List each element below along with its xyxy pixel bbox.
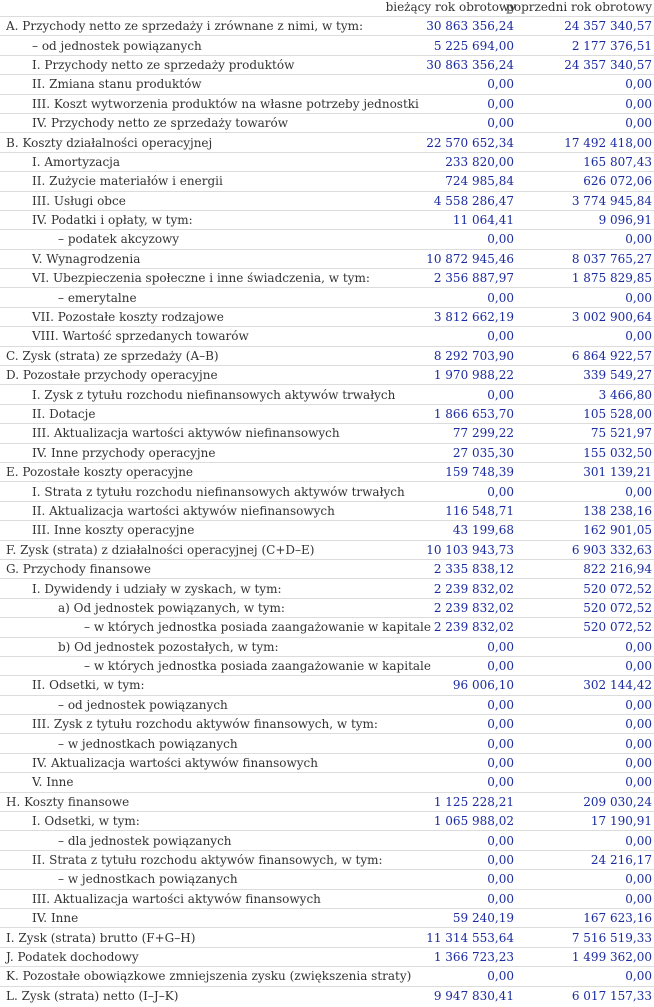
current-year-value: 0,00 [386,889,517,908]
current-year-value: 2 356 887,97 [386,269,517,288]
previous-year-value: 17 492 418,00 [517,133,654,152]
row-label: I. Zysk (strata) brutto (F+G–H) [0,928,386,947]
table-row [0,850,654,869]
previous-year-value: 24 357 340,57 [517,17,654,36]
table-row [0,715,654,734]
table-row [0,967,654,986]
current-year-value: 43 199,68 [386,521,517,540]
row-label: IV. Przychody netto ze sprzedaży towarów [0,113,386,132]
table-row [0,249,654,268]
row-label: IV. Inne [0,908,386,927]
row-label: a) Od jednostek powiązanych, w tym: [0,598,386,617]
table-row [0,482,654,501]
previous-year-value: 6 903 332,63 [517,540,654,559]
current-year-value: 0,00 [386,327,517,346]
current-year-value: 1 970 988,22 [386,366,517,385]
row-label: A. Przychody netto ze sprzedaży i zrównane z nimi, w tym: [0,17,386,36]
row-label: II. Aktualizacja wartości aktywów niefinansowych [0,501,386,520]
current-year-value: 1 366 723,23 [386,947,517,966]
current-year-value: 0,00 [386,656,517,675]
current-year-value: 0,00 [386,482,517,501]
previous-year-value: 17 190,91 [517,812,654,831]
previous-year-value: 1 499 362,00 [517,947,654,966]
table-row [0,36,654,55]
row-label: VI. Ubezpieczenia społeczne i inne świadczenia, w tym: [0,269,386,288]
previous-year-value: 7 516 519,33 [517,928,654,947]
row-label: b) Od jednostek pozostałych, w tym: [0,637,386,656]
previous-year-value: 302 144,42 [517,676,654,695]
row-label: III. Inne koszty operacyjne [0,521,386,540]
row-label: III. Usługi obce [0,191,386,210]
row-label: – dla jednostek powiązanych [0,831,386,850]
row-label: F. Zysk (strata) z działalności operacyjnej (C+D–E) [0,540,386,559]
table-row [0,55,654,74]
row-label: III. Zysk z tytułu rozchodu aktywów finansowych, w tym: [0,715,386,734]
row-label: III. Aktualizacja wartości aktywów niefinansowych [0,424,386,443]
table-row [0,598,654,617]
previous-year-value: 339 549,27 [517,366,654,385]
previous-year-value: 8 037 765,27 [517,249,654,268]
table-row [0,269,654,288]
previous-year-value: 162 901,05 [517,521,654,540]
current-year-value: 10 872 945,46 [386,249,517,268]
current-year-value: 0,00 [386,637,517,656]
previous-year-value: 0,00 [517,75,654,94]
row-label: – w jednostkach powiązanych [0,870,386,889]
table-row [0,695,654,714]
previous-year-value: 0,00 [517,773,654,792]
previous-year-value: 9 096,91 [517,210,654,229]
row-label: I. Strata z tytułu rozchodu niefinansowych aktywów trwałych [0,482,386,501]
row-label: – emerytalne [0,288,386,307]
current-year-value: 10 103 943,73 [386,540,517,559]
current-year-value: 0,00 [386,230,517,249]
row-label: B. Koszty działalności operacyjnej [0,133,386,152]
previous-year-value: 0,00 [517,870,654,889]
previous-year-value: 0,00 [517,967,654,986]
current-year-value: 5 225 694,00 [386,36,517,55]
current-year-value: 11 064,41 [386,210,517,229]
table-row [0,462,654,481]
table-row [0,404,654,423]
current-year-value: 2 239 832,02 [386,618,517,637]
column-header-previous-year: poprzedni rok obrotowy [506,0,652,14]
table-row [0,947,654,966]
row-label: II. Zmiana stanu produktów [0,75,386,94]
previous-year-value: 520 072,52 [517,618,654,637]
previous-year-value: 209 030,24 [517,792,654,811]
current-year-value: 1 866 653,70 [386,404,517,423]
row-label: IV. Podatki i opłaty, w tym: [0,210,386,229]
previous-year-value: 0,00 [517,734,654,753]
row-label: – od jednostek powiązanych [0,36,386,55]
row-label: H. Koszty finansowe [0,792,386,811]
table-row [0,792,654,811]
row-label: V. Wynagrodzenia [0,249,386,268]
table-row [0,307,654,326]
income-statement-rows [0,17,654,1006]
previous-year-value: 0,00 [517,113,654,132]
current-year-value: 0,00 [386,753,517,772]
table-row [0,346,654,365]
table-row [0,385,654,404]
row-label: K. Pozostałe obowiązkowe zmniejszenia zysku (zwiększenia straty) [0,967,386,986]
previous-year-value: 105 528,00 [517,404,654,423]
table-row [0,889,654,908]
previous-year-value: 0,00 [517,656,654,675]
table-row [0,230,654,249]
row-label: I. Zysk z tytułu rozchodu niefinansowych aktywów trwałych [0,385,386,404]
previous-year-value: 0,00 [517,637,654,656]
current-year-value: 11 314 553,64 [386,928,517,947]
row-label: I. Przychody netto ze sprzedaży produktów [0,55,386,74]
current-year-value: 116 548,71 [386,501,517,520]
previous-year-value: 0,00 [517,889,654,908]
previous-year-value: 3 466,80 [517,385,654,404]
current-year-value: 30 863 356,24 [386,17,517,36]
current-year-value: 0,00 [386,75,517,94]
row-label: II. Dotacje [0,404,386,423]
current-year-value: 0,00 [386,385,517,404]
current-year-value: 159 748,39 [386,462,517,481]
table-row [0,521,654,540]
row-label: VIII. Wartość sprzedanych towarów [0,327,386,346]
table-row [0,540,654,559]
table-row [0,75,654,94]
table-row [0,676,654,695]
row-label: L. Zysk (strata) netto (I–J–K) [0,986,386,1005]
row-label: III. Koszt wytworzenia produktów na własne potrzeby jednostki [0,94,386,113]
previous-year-value: 138 238,16 [517,501,654,520]
column-header-current-year: bieżący rok obrotowy [385,0,516,14]
previous-year-value: 165 807,43 [517,152,654,171]
previous-year-value: 75 521,97 [517,424,654,443]
previous-year-value: 0,00 [517,288,654,307]
table-row [0,579,654,598]
previous-year-value: 0,00 [517,482,654,501]
current-year-value: 4 558 286,47 [386,191,517,210]
table-row [0,210,654,229]
row-label: C. Zysk (strata) ze sprzedaży (A–B) [0,346,386,365]
current-year-value: 59 240,19 [386,908,517,927]
current-year-value: 8 292 703,90 [386,346,517,365]
current-year-value: 22 570 652,34 [386,133,517,152]
current-year-value: 724 985,84 [386,172,517,191]
row-label: – podatek akcyzowy [0,230,386,249]
table-row [0,637,654,656]
table-row [0,986,654,1005]
table-row [0,618,654,637]
current-year-value: 96 006,10 [386,676,517,695]
table-row [0,443,654,462]
current-year-value: 0,00 [386,94,517,113]
previous-year-value: 6 017 157,33 [517,986,654,1005]
table-row [0,327,654,346]
current-year-value: 0,00 [386,831,517,850]
current-year-value: 0,00 [386,715,517,734]
table-row [0,831,654,850]
previous-year-value: 0,00 [517,831,654,850]
previous-year-value: 0,00 [517,327,654,346]
row-label: I. Odsetki, w tym: [0,812,386,831]
previous-year-value: 822 216,94 [517,559,654,578]
row-label: II. Odsetki, w tym: [0,676,386,695]
row-label: D. Pozostałe przychody operacyjne [0,366,386,385]
row-label: – w których jednostka posiada zaangażowanie w kapitale [0,656,386,675]
table-row [0,133,654,152]
current-year-value: 0,00 [386,288,517,307]
previous-year-value: 0,00 [517,753,654,772]
current-year-value: 27 035,30 [386,443,517,462]
current-year-value: 0,00 [386,113,517,132]
previous-year-value: 0,00 [517,715,654,734]
previous-year-value: 3 774 945,84 [517,191,654,210]
current-year-value: 2 239 832,02 [386,598,517,617]
current-year-value: 0,00 [386,695,517,714]
current-year-value: 0,00 [386,850,517,869]
table-row [0,773,654,792]
previous-year-value: 1 875 829,85 [517,269,654,288]
current-year-value: 3 812 662,19 [386,307,517,326]
table-row [0,753,654,772]
current-year-value: 2 335 838,12 [386,559,517,578]
current-year-value: 77 299,22 [386,424,517,443]
current-year-value: 1 065 988,02 [386,812,517,831]
current-year-value: 1 125 228,21 [386,792,517,811]
table-row [0,424,654,443]
table-row [0,908,654,927]
table-row [0,559,654,578]
previous-year-value: 626 072,06 [517,172,654,191]
table-row [0,928,654,947]
previous-year-value: 6 864 922,57 [517,346,654,365]
table-row [0,501,654,520]
table-row [0,288,654,307]
previous-year-value: 24 216,17 [517,850,654,869]
row-label: IV. Aktualizacja wartości aktywów finansowych [0,753,386,772]
table-header [0,0,654,16]
current-year-value: 233 820,00 [386,152,517,171]
table-row [0,734,654,753]
table-row [0,172,654,191]
table-row [0,113,654,132]
income-statement-table [0,16,654,1005]
previous-year-value: 520 072,52 [517,579,654,598]
row-label: II. Zużycie materiałów i energii [0,172,386,191]
current-year-value: 0,00 [386,870,517,889]
previous-year-value: 167 623,16 [517,908,654,927]
row-label: E. Pozostałe koszty operacyjne [0,462,386,481]
previous-year-value: 520 072,52 [517,598,654,617]
table-row [0,191,654,210]
table-row [0,870,654,889]
previous-year-value: 0,00 [517,695,654,714]
row-label: II. Strata z tytułu rozchodu aktywów finansowych, w tym: [0,850,386,869]
table-row [0,366,654,385]
previous-year-value: 3 002 900,64 [517,307,654,326]
current-year-value: 0,00 [386,734,517,753]
row-label: V. Inne [0,773,386,792]
current-year-value: 9 947 830,41 [386,986,517,1005]
previous-year-value: 155 032,50 [517,443,654,462]
row-label: III. Aktualizacja wartości aktywów finansowych [0,889,386,908]
row-label: – w jednostkach powiązanych [0,734,386,753]
previous-year-value: 0,00 [517,230,654,249]
table-row [0,17,654,36]
current-year-value: 30 863 356,24 [386,55,517,74]
row-label: – w których jednostka posiada zaangażowanie w kapitale [0,618,386,637]
previous-year-value: 0,00 [517,94,654,113]
table-row [0,656,654,675]
row-label: VII. Pozostałe koszty rodzajowe [0,307,386,326]
current-year-value: 0,00 [386,773,517,792]
previous-year-value: 24 357 340,57 [517,55,654,74]
row-label: G. Przychody finansowe [0,559,386,578]
table-row [0,152,654,171]
previous-year-value: 2 177 376,51 [517,36,654,55]
previous-year-value: 301 139,21 [517,462,654,481]
table-row [0,94,654,113]
row-label: I. Dywidendy i udziały w zyskach, w tym: [0,579,386,598]
row-label: J. Podatek dochodowy [0,947,386,966]
current-year-value: 0,00 [386,967,517,986]
row-label: I. Amortyzacja [0,152,386,171]
row-label: IV. Inne przychody operacyjne [0,443,386,462]
table-row [0,812,654,831]
current-year-value: 2 239 832,02 [386,579,517,598]
row-label: – od jednostek powiązanych [0,695,386,714]
